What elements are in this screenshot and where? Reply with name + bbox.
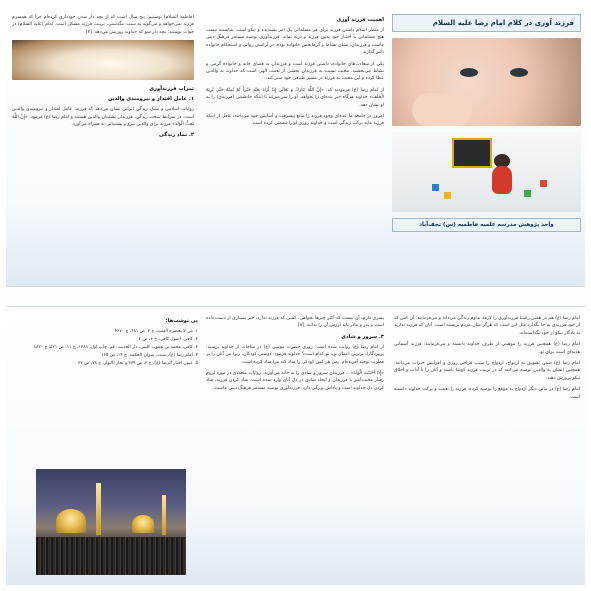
brochure-title: فرزند آوری در کلام امام رضا علیه السلام [392, 14, 581, 32]
cover-column [392, 14, 581, 286]
minaret-shape [162, 495, 166, 535]
imam-reza-shrine-photo [36, 469, 186, 575]
column-left-top [12, 14, 194, 286]
section-heading: ثمرات فرزندآوری [149, 86, 194, 93]
pilgrim-crowd-shape [36, 537, 186, 575]
column-middle-top [206, 14, 384, 286]
reference-item: ۵. عیون اخبار الرضا (ع)، ج ۲، ص ۳۷۹ و بحار الانوار، ج ۷۸، ص ۳۲ [78, 361, 198, 366]
paragraph: امروز در جامعه ما عده‌ای وجود فرزند را مانع پیشرفت و آسایش خود می‌دانند، غافل از اینکه فرزند مایه برکت زندگی است و خداوند روزی او را تضمین کرده است. [206, 114, 384, 127]
section-heading: اهمیت فرزند آوری [336, 17, 384, 23]
golden-dome-shape [56, 509, 86, 533]
child-body-shape [492, 166, 512, 194]
paragraph: از منظر اسلام داشتن فرزند برای هر مسلمانی یک امر پسندیده و نیکو است. شایسته نیست هیچ مسلمانی با اختیار خود بدون فرزند و ذریه بماند. فرزندآوری توصیه مستمر فرهنگ دینی ماست و فرزندان، نشان نشاط و گرمابخش خانواده بوده، در آرامش روانی و استحکام خانواده تاثیر گذارند. [206, 28, 384, 56]
reference-item: ۴. امام رضا (ع)، سنت، میزان الحکمه، ج ۱۴، ص ۱۳۵ [101, 353, 198, 358]
fold-gap [0, 288, 591, 304]
minaret-shape [96, 483, 101, 535]
baby-eye-shape [510, 68, 528, 77]
paragraph: (فاطمه السلام) نوشتیم: پنج سال است که از بچه دار شدن خودداری کرده‌ام چرا که همسرم فرزند نمی‌خواهد و می‌گوید به سبب تنگدستی، تربیت فرزند مشکل است. امام (علیه السلام) در جواب نوشتند: بچه دار شو که خداوند روزیش می‌دهد. [۷] [12, 15, 194, 35]
baby-hand-shape [412, 93, 472, 126]
subsection-heading: ۲. نماد زندگی [159, 132, 194, 139]
publisher-footer: واحد پژوهش مدرسه علمیه فاطمیه (س) نجف‌آباد [392, 218, 581, 232]
toy-block [524, 190, 531, 197]
reference-item: ۲. کافی، اصول کافی، ج ۶، ص ۲ [138, 337, 198, 342]
column-right-bottom [394, 315, 580, 585]
paragraph: از امام رضا (ع) روایت شده است: روزی حضرت موسی (ع) در مناجات از خداوند پرسید: پروردگارا، برترین اعمال نزد تو کدام است؟ خداوند فرمود: دوستی کودکان، زیرا من آنان را بر فطرت توحید آفریده‌ام. پس هر کس کودکی را شاد کند مرا شاد کرده است. [206, 344, 384, 365]
paragraph: از امام رضا (ع) فرمودند که: «إِنَّ اللَّهَ تَبَارَكَ وَ تَعَالَى إِذَا أَرَادَ بِعَبْدٍ خَيْراً لَمْ يُمِتْهُ حَتَّى يُرِيَهُ الْخَلَفَ» خداوند هرگاه خیر بنده‌ای را بخواهد، او را نمی‌میراند تا اینکه جانشینی (فرزندی) را به او نشان دهد. [206, 87, 384, 108]
paragraph: امام رضا (ع) در بیانی دیگر ازدواج به موقع را توصیه کرده، فرزند را نعمت و برکت خداوند دانسته است. [394, 387, 580, 400]
brochure-outer-panel [6, 6, 585, 287]
shrine-cloth-photo [12, 40, 194, 80]
toy-block [444, 192, 451, 199]
subsection-heading: ۱. عامل اقتدار و نیرومندی والدین [108, 96, 194, 103]
toy-block [432, 184, 439, 191]
paragraph: روایات اسلامی و سبک زندگی ایرانی نشان می‌دهد که فرزند، عامل اقتدار و نیرومندی والدین است. در شرایط سخت زندگی، فرزندان پشتیبان والدین هستند و امام رضا (ع) فرمود: «إِنَّ اللَّهَ يُحِبُّ الْوَلَدَ» فرزند برای والدین نیرو و پشتیبانی به همراه می‌آورد. [12, 107, 194, 128]
toy-block [540, 180, 547, 187]
golden-dome-shape [132, 515, 154, 533]
baby-eye-shape [460, 68, 478, 77]
paragraph: پسری دارم، آن نیست که اکثر چیزها نخواهی. کسی که فرزند ندارد، خیر بسیاری از دست داده است و پدر و مادر باید ارزش آن را بدانند. [۸] [206, 316, 384, 329]
column-middle-bottom [206, 315, 384, 585]
paragraph: «إِذَا أَحْبَبْتَ الْوَلَدَ»… فرزندان سرور و شادی را به خانه می‌آورند. روایات متعددی در مورد لزوم رفتار محبت‌آمیز با فرزندان و ایجاد شادی در دل آنان وارد شده است. شاد کردن فرزند، شاد کردن دل خداوند است و پاداش بزرگی دارد. فرزندآوری توصیه مستمر فرهنگ دینی ماست. [206, 371, 384, 391]
references-heading: پی نوشت‌ها: [165, 318, 198, 324]
references-list [12, 328, 198, 368]
paragraph: امام رضا (ع) هم در همین راستا فرزندآوری را لازمه تداوم زندگی می‌داند و می‌فرمایند: آن کس که از خود فرزندی به جا نگذارد مثل این است که هرگز میان مردم نزیسته است. آنان که فرزند ندارند به یادگار نیکو از خود نگذاشته‌اند. [394, 316, 580, 336]
child-playing-photo [392, 132, 581, 212]
baby-photo [392, 38, 581, 126]
paragraph: یکی از سعادت‌های خانواده، داشتن فرزند است و فرزندان به فضای خانه و خانواده گرمی و نشاط می‌بخشند. محبت نسبت به فرزندان بخشی از نعمت الهی است که خداوند به والدین عطا کرده و این محبت به فرزند در مسیر طبیعی خود سیر کند. [206, 61, 384, 82]
reference-item: ۳. کافی، محمد بن یعقوب کلینی، دار الحدیث، قم، چاپ اول، ۱۳۸۸، ج ۱۱، ص ۵۲۱، ح ۸۸۲۰ [33, 345, 198, 350]
reference-item: ۱. من لا یحضره الفقیه، ج ۳، ص ۴۸۱، ح ۴۶۷۰ [114, 329, 198, 334]
paragraph: امام رضا (ع) همچنین فرزند را موهبتی از طرف خداوند دانسته و می‌فرمایند: فرزند آسمانی هدیه‌ای است برای تو. [394, 342, 580, 355]
paragraph: امام رضا (ع) ضمن تشویق به ازدواج، ازدواج را سبب فراخی روزی و افزایش خیرات می‌دانند. همچنین ایشان به والدین توصیه می‌کنند که در تربیت فرزند کوشا باشند و آنان را با آداب و اخلاق نیکو پرورش دهند. [394, 361, 580, 381]
toy-board-shape [452, 138, 492, 168]
subsection-heading: ۳. سرور و شادی [341, 333, 384, 340]
brochure-inner-panel [6, 306, 585, 585]
